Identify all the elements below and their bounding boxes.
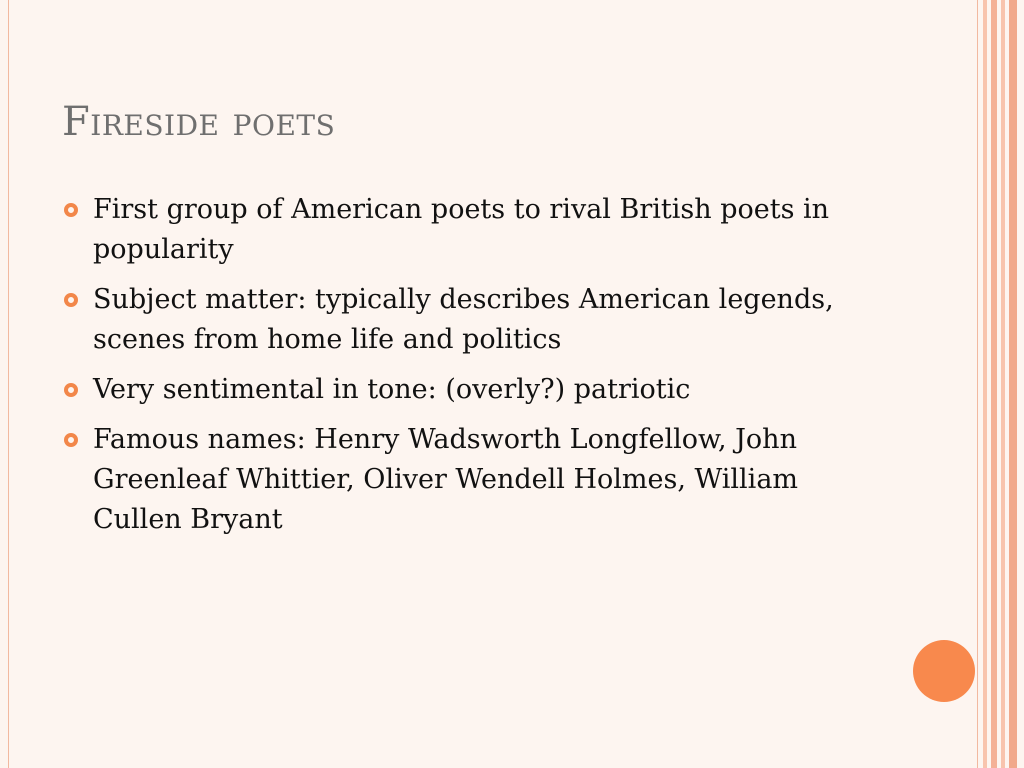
decorative-stripe bbox=[1009, 0, 1017, 768]
bullet-text: Subject matter: typically describes American legends, scenes from home life and politics bbox=[93, 284, 834, 355]
decorative-stripe bbox=[991, 0, 997, 768]
bullet-ring-icon bbox=[64, 203, 78, 217]
bullet-ring-icon bbox=[64, 433, 78, 447]
bullet-ring-icon bbox=[64, 383, 78, 397]
bullet-text: First group of American poets to rival British poets in popularity bbox=[93, 194, 830, 265]
bullet-list bbox=[62, 190, 882, 550]
decorative-stripe bbox=[1001, 0, 1005, 768]
decorative-circle bbox=[913, 640, 975, 702]
bullet-item bbox=[62, 280, 882, 360]
bullet-item bbox=[62, 420, 882, 540]
bullet-text: Famous names: Henry Wadsworth Longfellow, John Greenleaf Whittier, Oliver Wendell Holmes, William Cullen Bryant bbox=[93, 424, 799, 535]
bullet-item bbox=[62, 370, 882, 410]
bullet-ring-icon bbox=[64, 293, 78, 307]
bullet-item bbox=[62, 190, 882, 270]
slide-title: Fireside poets bbox=[62, 99, 336, 145]
decorative-stripe bbox=[983, 0, 987, 768]
bullet-text: Very sentimental in tone: (overly?) patriotic bbox=[93, 374, 691, 405]
